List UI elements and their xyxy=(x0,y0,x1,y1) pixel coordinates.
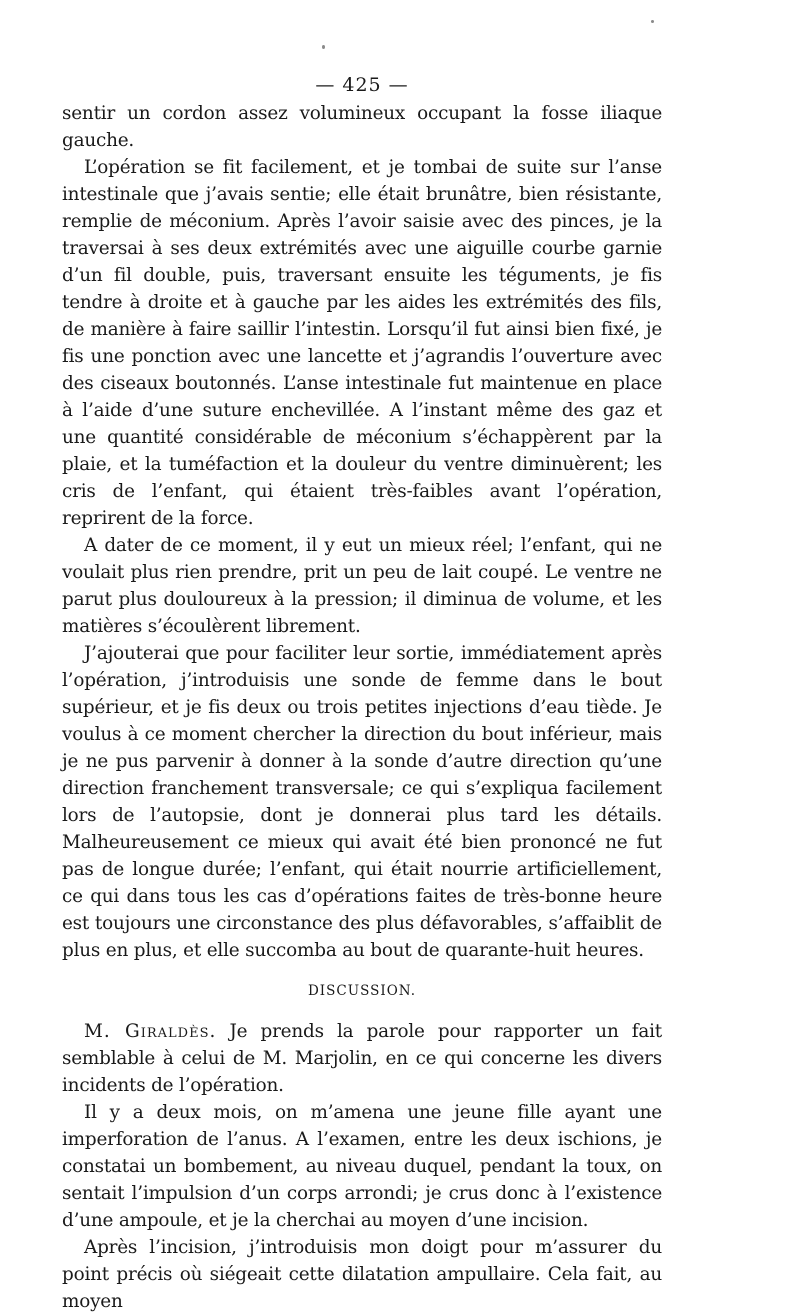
paper-speck xyxy=(322,45,325,49)
paragraph-improvement xyxy=(62,532,662,640)
paper-speck xyxy=(651,20,654,23)
paragraph-operation xyxy=(62,154,662,532)
paragraph-case xyxy=(62,1099,662,1234)
paragraph-text: Il y a deux mois, on m’amena une jeune fille ayant une imperforation de l’anus. A l’examen, entre les deux ischions, je constatai un bombement, au niveau duquel, pendant la toux, on sentait l’impulsion d’un corps arrondi; je crus donc à l’existence d’une ampoule, et je la cherchai au moyen d’une incision. xyxy=(62,1102,662,1231)
paragraph-text: A dater de ce moment, il y eut un mieux réel; l’enfant, qui ne voulait plus rien prendre, prit un peu de lait coupé. Le ventre ne parut plus douloureux à la pression; il diminua de volume, et les matières s’écoulèrent librement. xyxy=(62,535,662,637)
paragraph-text: L’opération se fit facilement, et je tombai de suite sur l’anse intestinale que j’avais sentie; elle était brunâtre, bien résistante, remplie de méconium. Après l’avoir saisie avec des pinces, je la traversai à ses deux extrémités avec une aiguille courbe garnie d’un fil double, puis, traversant ensuite les téguments, je fis tendre à droite et à gauche par les aides les extrémités des fils, de manière à faire saillir l’intestin. Lorsqu’il fut ainsi bien fixé, je fis une ponction avec une lancette et j’agrandis l’ouverture avec des ciseaux boutonnés. L’anse intestinale fut maintenue en place à l’aide d’une suture enchevillée. A l’instant même des gaz et une quantité considérable de méconium s’échappèrent par la plaie, et la tuméfaction et la douleur du ventre diminuèrent; les cris de l’enfant, qui étaient très-faibles avant l’opération, reprirent de la force. xyxy=(62,157,662,529)
page-number: — 425 — xyxy=(315,74,409,96)
paragraph-speaker xyxy=(62,1018,662,1099)
paragraph-text: Après l’incision, j’introduisis mon doigt pour m’assurer du point précis où siégeait cette dilatation ampullaire. Cela fait, au moyen xyxy=(62,1237,662,1312)
paragraph-text: J’ajouterai que pour faciliter leur sortie, immédiatement après l’opération, j’introduisis une sonde de femme dans le bout supérieur, et je fis deux ou trois petites injections d’eau tiède. Je voulus à ce moment chercher la direction du bout inférieur, mais je ne pus parvenir à donner à la sonde d’autre direction qu’une direction franchement transversale; ce qui s’expliqua facilement lors de l’autopsie, dont je donnerai plus tard les détails. Malheureusement ce mieux qui avait été bien prononcé ne fut pas de longue durée; l’enfant, qui était nourrie artificiellement, ce qui dans tous les cas d’opérations faites de très-bonne heure est toujours une circonstance des plus défavorables, s’affaiblit de plus en plus, et elle succomba au bout de quarante-huit heures. xyxy=(62,643,662,961)
paragraph-continuation: sentir un cordon assez volumineux occupant la fosse iliaque gauche. xyxy=(62,103,662,151)
paragraph-text: Je prends la parole pour rapporter un fait semblable à celui de M. Marjolin, en ce qui concerne les divers incidents de l’opération. xyxy=(62,1021,662,1096)
book-page xyxy=(62,70,662,1315)
speaker-name: M. Giraldès. xyxy=(84,1021,217,1042)
paragraph-outcome xyxy=(62,640,662,964)
section-title: DISCUSSION. xyxy=(307,983,416,999)
paragraph-incision xyxy=(62,1234,662,1315)
